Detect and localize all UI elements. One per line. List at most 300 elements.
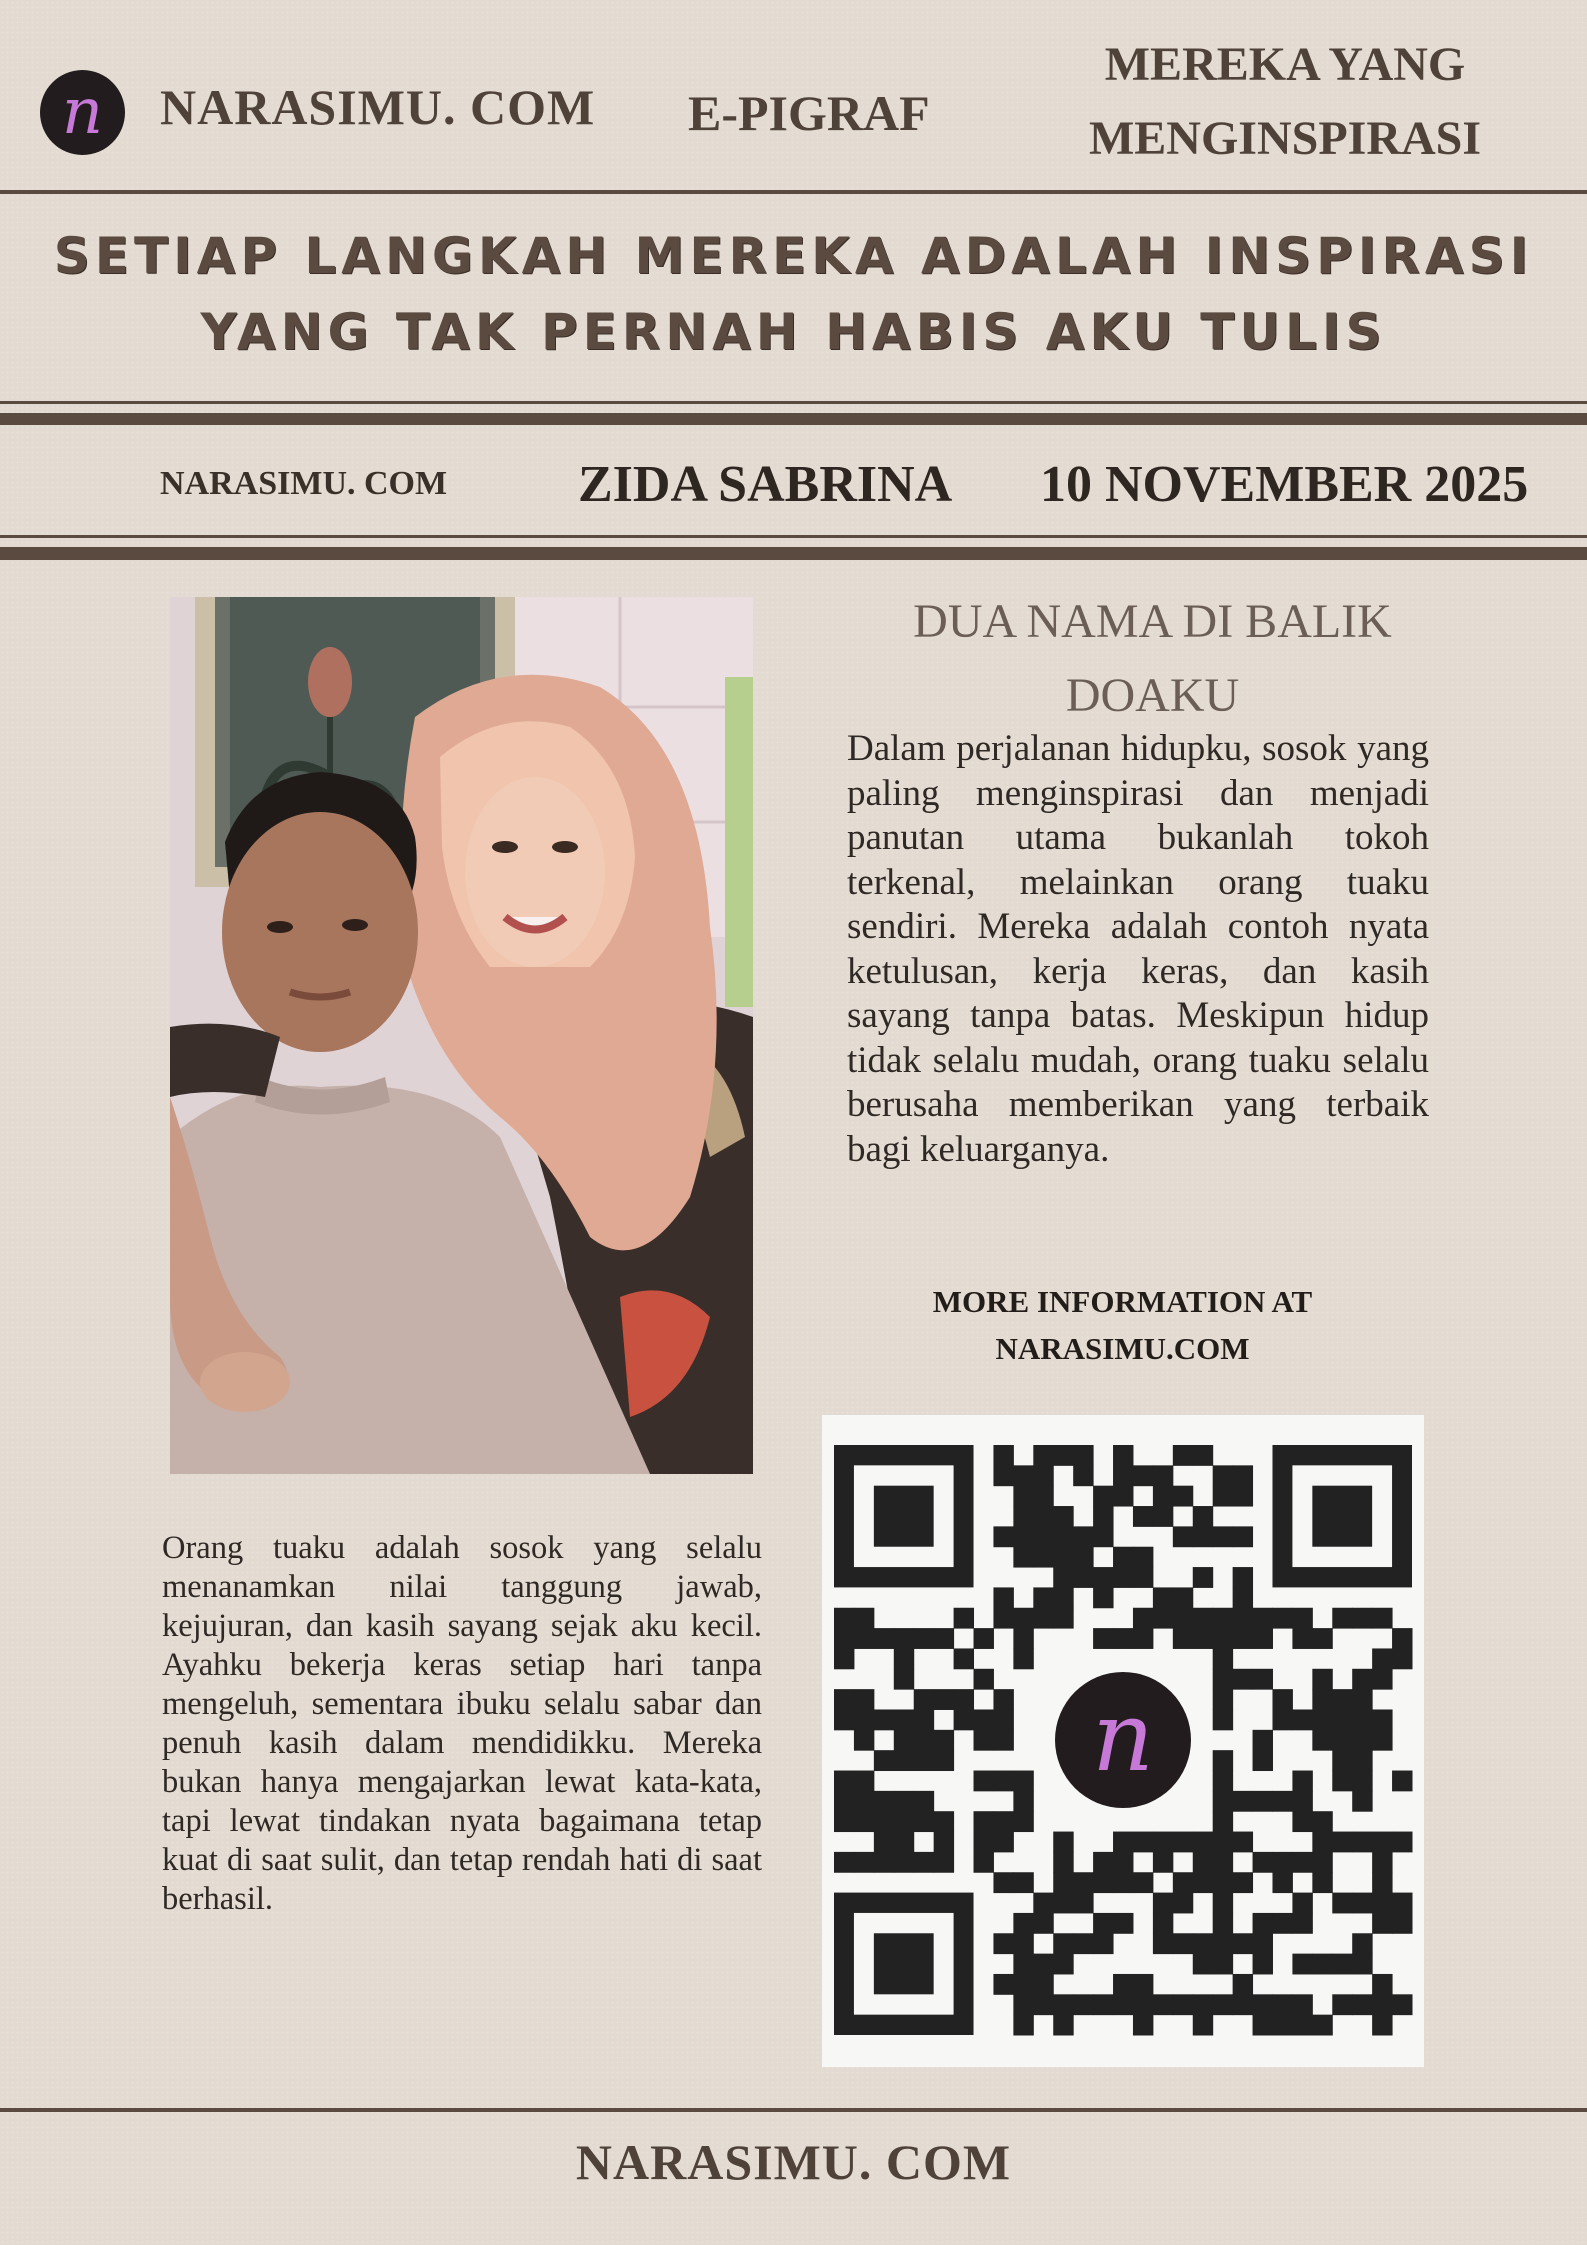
- qr-module: [1133, 1974, 1153, 1995]
- qr-module: [874, 1811, 894, 1832]
- qr-module: [1332, 1994, 1352, 2015]
- qr-module: [1053, 1526, 1073, 1547]
- qr-module: [1233, 1608, 1253, 1629]
- qr-module: [1013, 1486, 1033, 1507]
- qr-module: [1233, 1486, 1253, 1507]
- qr-module: [1153, 1608, 1173, 1629]
- qr-module: [1153, 1852, 1173, 1873]
- qr-module: [1053, 1832, 1073, 1853]
- qr-module: [1292, 1852, 1312, 1873]
- qr-module: [1272, 1994, 1292, 2015]
- qr-module: [1213, 1689, 1233, 1710]
- qr-module: [1372, 1913, 1392, 1934]
- qr-module: [1372, 1974, 1392, 1995]
- qr-module: [1272, 1852, 1292, 1873]
- qr-module: [1292, 1771, 1312, 1792]
- qr-module: [1153, 1465, 1173, 1486]
- qr-module: [1213, 1954, 1233, 1975]
- qr-module: [1073, 1465, 1093, 1486]
- qr-module: [1053, 1933, 1073, 1954]
- qr-module: [1053, 1954, 1073, 1975]
- qr-module: [1312, 1669, 1332, 1690]
- qr-module: [1173, 1832, 1193, 1853]
- qr-module: [1292, 1709, 1312, 1730]
- qr-module: [1372, 1669, 1392, 1690]
- qr-module: [1013, 1648, 1033, 1669]
- qr-module: [1392, 1628, 1412, 1649]
- qr-module: [1253, 2015, 1273, 2036]
- qr-module: [854, 1709, 874, 1730]
- qr-module: [1352, 1689, 1372, 1710]
- article-paragraph-2: Orang tuaku adalah sosok yang selalu menanamkan nilai tanggung jawab, kejujuran, dan kasih sayang sejak aku kecil. Ayahku bekerja keras setiap hari tanpa mengeluh, sementara ibuku selalu sabar dan penuh kasih dalam mendidikku. Mereka bukan hanya mengajarkan lewat kata-kata, tapi lewat tindakan nyata bagaimana tetap kuat di saat sulit, dan tetap rendah hati di saat berhasil.: [162, 1530, 762, 1917]
- qr-module: [1332, 1689, 1352, 1710]
- qr-module: [1253, 1669, 1273, 1690]
- qr-module: [993, 1587, 1013, 1608]
- qr-module: [1312, 1954, 1332, 1975]
- qr-module: [1372, 2015, 1392, 2036]
- qr-module: [1392, 1994, 1412, 2015]
- qr-module: [1033, 1994, 1053, 2015]
- qr-module: [1352, 1893, 1372, 1914]
- qr-module: [894, 1669, 914, 1690]
- qr-module: [1233, 1994, 1253, 2015]
- headline: [40, 218, 1547, 370]
- more-info-link[interactable]: NARASIMU.COM: [995, 1331, 1250, 1366]
- qr-module: [914, 1689, 934, 1710]
- qr-module: [1292, 2015, 1312, 2036]
- qr-module: [1213, 1994, 1233, 2015]
- qr-module: [1113, 1547, 1133, 1568]
- qr-module: [954, 1709, 974, 1730]
- qr-module: [834, 1811, 854, 1832]
- byline-author: ZIDA SABRINA: [578, 456, 953, 513]
- logo-letter: n: [61, 75, 104, 149]
- qr-module: [1073, 1445, 1093, 1466]
- category-line-2: MENGINSPIRASI: [1088, 112, 1482, 165]
- headline-line-2: YANG TAK PERNAH HABIS AKU TULIS: [200, 303, 1387, 361]
- qr-module: [1213, 1628, 1233, 1649]
- qr-module: [1033, 1445, 1053, 1466]
- qr-module: [854, 1811, 874, 1832]
- qr-module: [854, 1791, 874, 1812]
- qr-module: [1013, 2015, 1033, 2036]
- qr-module: [1233, 1791, 1253, 1812]
- qr-module: [894, 1709, 914, 1730]
- qr-module: [894, 1832, 914, 1853]
- qr-module: [1193, 1852, 1213, 1873]
- qr-module: [1352, 1608, 1372, 1629]
- qr-module: [914, 1811, 934, 1832]
- qr-module: [1352, 1791, 1372, 1812]
- qr-module: [1013, 1974, 1033, 1995]
- qr-module: [1013, 1526, 1033, 1547]
- qr-module: [1193, 2015, 1213, 2036]
- qr-module: [1372, 1893, 1392, 1914]
- qr-module: [1013, 1872, 1033, 1893]
- qr-module: [1213, 1669, 1233, 1690]
- qr-module: [1253, 1608, 1273, 1629]
- qr-module: [1053, 1567, 1073, 1588]
- qr-module: [1033, 1506, 1053, 1527]
- qr-module: [914, 1791, 934, 1812]
- qr-module: [1093, 1526, 1113, 1547]
- qr-module: [1013, 1465, 1033, 1486]
- qr-module: [1213, 1811, 1233, 1832]
- qr-module: [1352, 1832, 1372, 1853]
- qr-module: [894, 1791, 914, 1812]
- qr-module: [1213, 1791, 1233, 1812]
- qr-module: [1213, 1933, 1233, 1954]
- qr-module: [934, 1730, 954, 1751]
- article-title-line-1: DUA NAMA DI BALIK: [913, 595, 1392, 648]
- qr-module: [1233, 1832, 1253, 1853]
- qr-module: [1392, 1648, 1412, 1669]
- more-info: [850, 1278, 1395, 1372]
- qr-module: [1093, 1852, 1113, 1873]
- qr-module: [1213, 1872, 1233, 1893]
- qr-module: [974, 1852, 994, 1873]
- qr-module: [1233, 1526, 1253, 1547]
- qr-module: [1372, 1852, 1392, 1873]
- qr-module: [1352, 1709, 1372, 1730]
- qr-module: [1133, 2015, 1153, 2036]
- qr-module: [1372, 1648, 1392, 1669]
- qr-module: [1193, 1628, 1213, 1649]
- qr-module: [1133, 1608, 1153, 1629]
- qr-module: [1332, 1832, 1352, 1853]
- qr-module: [1093, 1567, 1113, 1588]
- qr-module: [1213, 1852, 1233, 1873]
- qr-module: [1113, 1974, 1133, 1995]
- qr-module: [1173, 1893, 1193, 1914]
- qr-module: [1013, 1933, 1033, 1954]
- qr-module: [1193, 1933, 1213, 1954]
- qr-module: [1013, 1628, 1033, 1649]
- qr-module: [1013, 1547, 1033, 1568]
- qr-module: [1173, 1608, 1193, 1629]
- qr-module: [1133, 1547, 1153, 1568]
- qr-module: [1193, 1954, 1213, 1975]
- qr-module: [874, 1709, 894, 1730]
- byline-site: NARASIMU. COM: [160, 465, 448, 502]
- qr-module: [1133, 1567, 1153, 1588]
- category-line-1: MEREKA YANG: [1104, 38, 1466, 91]
- qr-module: [1272, 1791, 1292, 1812]
- article-paragraph-1: Dalam perjalanan hidupku, sosok yang paling menginspirasi dan menjadi panutan utama bukanlah tokoh terkenal, melainkan orang tuaku sendiri. Mereka adalah contoh nyata ketulusan, kerja keras, dan kasih sayang tanpa batas. Meskipun hidup tidak selalu mudah, orang tuaku selalu berusaha memberikan yang terbaik bagi keluarganya.: [847, 728, 1429, 1170]
- qr-module: [1053, 1587, 1073, 1608]
- footer-divider: [0, 2108, 1587, 2112]
- qr-module: [934, 1811, 954, 1832]
- qr-module: [1213, 1709, 1233, 1730]
- brand-name: NARASIMU. COM: [160, 79, 596, 135]
- qr-module: [1312, 1628, 1332, 1649]
- qr-module: [1013, 1791, 1033, 1812]
- qr-module: [1312, 1852, 1332, 1873]
- qr-module: [1153, 1587, 1173, 1608]
- narasimu-logo: [40, 70, 125, 155]
- byline-divider-thin: [0, 535, 1587, 538]
- qr-module: [1013, 1954, 1033, 1975]
- qr-module: [1073, 1547, 1093, 1568]
- qr-module: [1133, 1465, 1153, 1486]
- qr-module: [1253, 1913, 1273, 1934]
- qr-module: [1133, 1994, 1153, 2015]
- qr-module: [1013, 1913, 1033, 1934]
- qr-finder-top-left-center: [874, 1486, 934, 1547]
- qr-module: [1153, 1486, 1173, 1507]
- qr-module: [993, 1933, 1013, 1954]
- qr-module: [1272, 1608, 1292, 1629]
- qr-module: [834, 1608, 854, 1629]
- qr-module: [1033, 1587, 1053, 1608]
- qr-module: [1093, 1506, 1113, 1527]
- qr-module: [1093, 1994, 1113, 2015]
- qr-module: [1332, 1608, 1352, 1629]
- qr-code-graphic: [822, 1415, 1424, 2067]
- qr-module: [954, 1608, 974, 1629]
- qr-module: [854, 1628, 874, 1649]
- article-title-line-2: DOAKU: [1065, 669, 1240, 722]
- qr-module: [1332, 1730, 1352, 1751]
- qr-module: [1213, 1893, 1233, 1914]
- qr-module: [874, 1750, 894, 1771]
- qr-module: [1253, 1954, 1273, 1975]
- qr-module: [1173, 1526, 1193, 1547]
- qr-module: [854, 1608, 874, 1629]
- qr-code[interactable]: [822, 1415, 1424, 2067]
- qr-module: [974, 1832, 994, 1853]
- qr-module: [1073, 1933, 1093, 1954]
- qr-module: [954, 1689, 974, 1710]
- qr-module: [1372, 1709, 1392, 1730]
- qr-module: [874, 1832, 894, 1853]
- qr-module: [1392, 1893, 1412, 1914]
- qr-module: [1253, 1933, 1273, 1954]
- qr-module: [834, 1709, 854, 1730]
- qr-module: [1113, 1872, 1133, 1893]
- qr-module: [1332, 1709, 1352, 1730]
- qr-module: [1153, 1913, 1173, 1934]
- more-info-line-1: MORE INFORMATION AT: [932, 1284, 1313, 1319]
- qr-module: [914, 1750, 934, 1771]
- qr-module: [1352, 1730, 1372, 1751]
- qr-module: [993, 1608, 1013, 1629]
- qr-module: [1033, 1893, 1053, 1914]
- qr-module: [854, 1689, 874, 1710]
- headline-divider-thick: [0, 413, 1587, 425]
- qr-module: [1272, 1689, 1292, 1710]
- qr-module: [1033, 1974, 1053, 1995]
- qr-module: [894, 1730, 914, 1751]
- qr-module: [1213, 1913, 1233, 1934]
- qr-module: [1292, 1994, 1312, 2015]
- qr-module: [1213, 1608, 1233, 1629]
- article-title: [850, 585, 1455, 733]
- qr-module: [1352, 1994, 1372, 2015]
- qr-module: [1153, 1832, 1173, 1853]
- qr-module: [1213, 1465, 1233, 1486]
- qr-module: [1033, 1547, 1053, 1568]
- qr-module: [1312, 1689, 1332, 1710]
- qr-module: [914, 1628, 934, 1649]
- qr-module: [1153, 1994, 1173, 2015]
- qr-module: [854, 1852, 874, 1873]
- qr-module: [1213, 1486, 1233, 1507]
- qr-module: [1233, 1974, 1253, 1995]
- qr-module: [1093, 1913, 1113, 1934]
- qr-module: [1392, 1832, 1412, 1853]
- qr-module: [1193, 1506, 1213, 1527]
- qr-module: [1173, 1445, 1193, 1466]
- qr-module: [1033, 1486, 1053, 1507]
- qr-module: [1033, 1465, 1053, 1486]
- qr-module: [954, 1648, 974, 1669]
- qr-module: [1113, 1832, 1133, 1853]
- qr-finder-top-right-center: [1312, 1486, 1372, 1547]
- qr-module: [1053, 1547, 1073, 1568]
- qr-module: [1292, 1791, 1312, 1812]
- qr-module: [1292, 1954, 1312, 1975]
- qr-module: [1352, 1954, 1372, 1975]
- qr-center-logo-letter: n: [1092, 1681, 1154, 1793]
- qr-module: [1193, 1872, 1213, 1893]
- qr-module: [1312, 1709, 1332, 1730]
- qr-module: [1013, 1811, 1033, 1832]
- qr-module: [934, 1832, 954, 1853]
- qr-module: [1292, 1608, 1312, 1629]
- qr-module: [914, 1730, 934, 1751]
- qr-module: [1213, 1648, 1233, 1669]
- qr-module: [1133, 1832, 1153, 1853]
- qr-module: [1372, 1608, 1392, 1629]
- qr-module: [1073, 1994, 1093, 2015]
- qr-module: [1193, 1567, 1213, 1588]
- qr-module: [1133, 1506, 1153, 1527]
- qr-module: [1173, 1872, 1193, 1893]
- section-name: E-PIGRAF: [688, 85, 930, 141]
- qr-module: [934, 1750, 954, 1771]
- qr-module: [1193, 1608, 1213, 1629]
- qr-module: [1312, 1832, 1332, 1853]
- qr-module: [1193, 1994, 1213, 2015]
- qr-module: [1073, 1893, 1093, 1914]
- qr-module: [1312, 1872, 1332, 1893]
- qr-module: [914, 1852, 934, 1873]
- photo-illustration: [170, 597, 753, 1474]
- qr-module: [934, 1852, 954, 1873]
- qr-module: [993, 1689, 1013, 1710]
- qr-module: [1113, 1852, 1133, 1873]
- qr-module: [1173, 1486, 1193, 1507]
- qr-module: [1013, 1608, 1033, 1629]
- qr-module: [874, 1852, 894, 1873]
- qr-module: [1312, 1811, 1332, 1832]
- qr-module: [1292, 1628, 1312, 1649]
- qr-module: [1133, 1872, 1153, 1893]
- qr-module: [854, 1730, 874, 1751]
- qr-module: [1173, 1628, 1193, 1649]
- qr-module: [1372, 1994, 1392, 2015]
- qr-module: [1352, 1669, 1372, 1690]
- qr-module: [1292, 1893, 1312, 1914]
- qr-module: [1213, 1832, 1233, 1853]
- qr-module: [1233, 1872, 1253, 1893]
- qr-module: [1213, 1771, 1233, 1792]
- qr-module: [1073, 1567, 1093, 1588]
- qr-module: [1053, 2015, 1073, 2036]
- qr-module: [1113, 1465, 1133, 1486]
- qr-module: [974, 1730, 994, 1751]
- qr-module: [1312, 2015, 1332, 2036]
- qr-module: [993, 1832, 1013, 1853]
- header-divider: [0, 190, 1587, 194]
- qr-module: [1233, 1567, 1253, 1588]
- qr-module: [1053, 1994, 1073, 2015]
- qr-module: [1013, 1771, 1033, 1792]
- qr-module: [1292, 1913, 1312, 1934]
- qr-module: [1193, 1832, 1213, 1853]
- qr-module: [1213, 1526, 1233, 1547]
- qr-module: [1392, 1771, 1412, 1792]
- qr-module: [1253, 1791, 1273, 1812]
- qr-module: [874, 1791, 894, 1812]
- qr-module: [1053, 1893, 1073, 1914]
- qr-module: [834, 1689, 854, 1710]
- qr-module: [934, 1689, 954, 1710]
- qr-module: [993, 1730, 1013, 1751]
- qr-module: [1233, 1587, 1253, 1608]
- qr-module: [1093, 1933, 1113, 1954]
- qr-module: [1033, 1608, 1053, 1629]
- qr-module: [834, 1628, 854, 1649]
- qr-module: [1233, 1669, 1253, 1690]
- qr-module: [974, 1628, 994, 1649]
- qr-module: [854, 1771, 874, 1792]
- qr-module: [1053, 1445, 1073, 1466]
- qr-module: [894, 1811, 914, 1832]
- qr-module: [1153, 1893, 1173, 1914]
- qr-module: [993, 1709, 1013, 1730]
- qr-module: [834, 1771, 854, 1792]
- qr-module: [1173, 1994, 1193, 2015]
- qr-module: [1053, 1872, 1073, 1893]
- qr-module: [993, 1526, 1013, 1547]
- qr-module: [1233, 1933, 1253, 1954]
- qr-module: [1173, 1933, 1193, 1954]
- qr-module: [874, 1628, 894, 1649]
- qr-module: [1013, 1994, 1033, 2015]
- qr-module: [993, 1771, 1013, 1792]
- parents-photo: [170, 597, 753, 1474]
- category-title: [1050, 28, 1520, 176]
- qr-module: [894, 1750, 914, 1771]
- qr-module: [1153, 1506, 1173, 1527]
- byline-divider-thick: [0, 547, 1587, 560]
- qr-module: [1053, 1506, 1073, 1527]
- qr-module: [974, 1669, 994, 1690]
- qr-module: [834, 1852, 854, 1873]
- qr-module: [1093, 1872, 1113, 1893]
- qr-module: [1253, 1852, 1273, 1873]
- qr-module: [1113, 1913, 1133, 1934]
- qr-module: [1312, 1730, 1332, 1751]
- qr-module: [1332, 1750, 1352, 1771]
- qr-module: [993, 1811, 1013, 1832]
- qr-module: [1033, 1526, 1053, 1547]
- qr-module: [1272, 2015, 1292, 2036]
- qr-module: [1053, 1608, 1073, 1629]
- qr-module: [1253, 1750, 1273, 1771]
